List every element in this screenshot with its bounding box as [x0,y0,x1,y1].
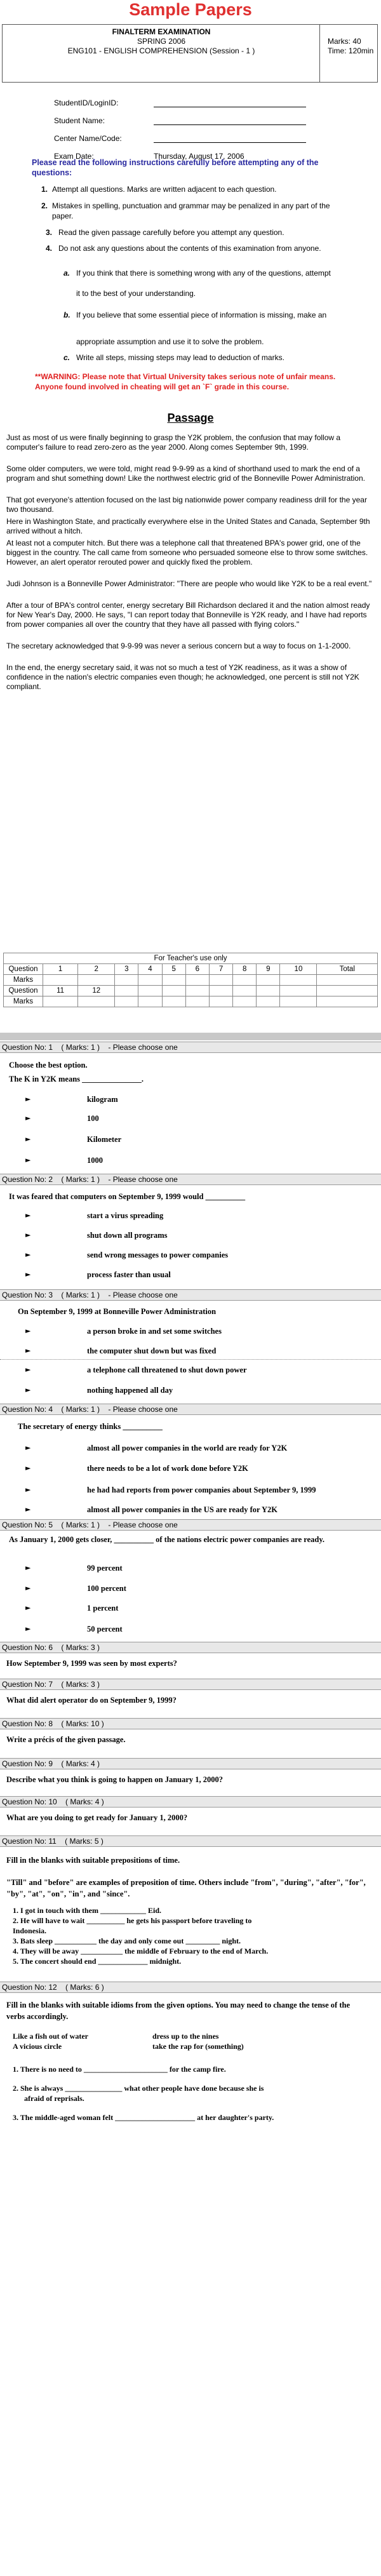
option-arrow-icon: ► [25,1464,31,1472]
center-name-input[interactable] [154,142,306,143]
exam-term: SPRING 2006 [137,37,186,46]
option-label: 1000 [87,1156,103,1165]
question-11-item-1[interactable]: 1. I got in touch with them ____________ Eid. [13,1906,162,1915]
option-arrow-icon: ► [25,1114,31,1122]
question-4-stem: The secretary of energy thinks __________ [18,1422,163,1431]
question-3-option-1[interactable] [25,1325,368,1337]
question-number-cell: 2 [78,964,115,975]
question-11-item-3[interactable]: 3. Bats sleep ___________ the day and only come out _________ night. [13,1936,241,1945]
instruction-a-label: a. [64,269,70,278]
instruction-4-text: Do not ask any questions about the contents of this examination from anyone. [58,244,321,253]
question-5-stem: As January 1, 2000 gets closer, __________ of the nations electric power companies are ready. [9,1535,325,1544]
option-label: start a virus spreading [87,1211,164,1220]
option-arrow-icon: ► [25,1604,31,1612]
empty-cell [162,986,185,996]
question-number-cell: 10 [280,964,317,975]
question-number-cell: 8 [233,964,257,975]
option-label: the computer shut down but was fixed [87,1346,217,1355]
option-arrow-icon: ► [25,1231,31,1239]
question-2-header: Question No: 2 ( Marks: 1 ) - Please choose one [0,1174,381,1185]
question-10-header: Question No: 10 ( Marks: 4 ) [0,1796,381,1808]
question-11-item-5[interactable]: 5. The concert should end _____________ midnight. [13,1957,182,1966]
question-5-option-3[interactable] [25,1602,368,1614]
instruction-2-text: Mistakes in spelling, punctuation and grammar may be penalized in any part of the [52,201,330,210]
question-3-option-4[interactable] [25,1385,368,1396]
question-1-option-1[interactable] [25,1094,368,1105]
instruction-c-label: c. [64,353,70,362]
option-label: 100 [87,1114,99,1123]
instruction-1-text: Attempt all questions. Marks are written adjacent to each question. [52,185,277,194]
empty-cell [257,986,280,996]
section-separator [0,1033,381,1040]
marks-cell [162,996,185,1007]
instruction-3-number: 3. [46,228,53,237]
exam-course: ENG101 - ENGLISH COMPREHENSION (Session - 1 ) [67,46,255,55]
option-label: there needs to be a lot of work done before Y2K [87,1464,248,1473]
student-name-label: Student Name: [54,116,105,125]
question-9-header: Question No: 9 ( Marks: 4 ) [0,1758,381,1769]
passage-paragraph: The secretary acknowledged that 9-9-99 was never a serious concern but a way to focus on 1-1-2000. [6,641,351,650]
marks-cell [257,996,280,1007]
option-label: 1 percent [87,1604,119,1613]
cheating-warning: **WARNING: Please note that Virtual University takes serious note of unfair means. Anyone found involved in cheating will get an `F` grade in this course. [35,372,336,391]
instruction-1-number: 1. [41,185,48,194]
question-12-sentence-1[interactable]: 1. There is no need to ______________________ for the camp fire. [13,2065,226,2074]
question-1-option-2[interactable] [25,1113,368,1124]
option-label: shut down all programs [87,1231,168,1240]
student-name-input[interactable] [154,124,306,125]
marks-cell [115,975,138,986]
dotted-divider [0,1359,381,1360]
passage-paragraph: After a tour of BPA's control center, energy secretary Bill Richardson declared it and the nation almost ready for New Year's Day, 2000. He says, "I can report today that Bonneville is Y2K ready, and I have had reports from power companies all over the country that they have all passed with flying colors." [6,601,370,629]
option-arrow-icon: ► [25,1327,31,1335]
question-3-option-2[interactable] [25,1345,368,1357]
question-2-option-2[interactable] [25,1230,368,1241]
question-3-header: Question No: 3 ( Marks: 1 ) - Please choose one [0,1289,381,1301]
instruction-2-continued: paper. [52,211,74,220]
instruction-b-text: If you believe that some essential piece of information is missing, make an [76,311,327,319]
marks-cell [185,996,209,1007]
option-label: 50 percent [87,1625,123,1633]
question-5-option-4[interactable] [25,1623,368,1635]
empty-cell [185,986,209,996]
question-4-header: Question No: 4 ( Marks: 1 ) - Please choose one [0,1404,381,1415]
question-8-header: Question No: 8 ( Marks: 10 ) [0,1718,381,1729]
question-7-header: Question No: 7 ( Marks: 3 ) [0,1679,381,1690]
question-number-cell: 11 [43,986,78,996]
question-2-option-4[interactable] [25,1269,368,1280]
question-12-sentence-2[interactable]: 2. She is always _______________ what other people have done because she is [13,2084,264,2093]
instruction-b-label: b. [64,311,70,319]
empty-cell [317,986,378,996]
passage-paragraph: Judi Johnson is a Bonneville Power Administrator: "There are people who would like Y2K to be a real event." [6,579,372,588]
question-4-option-2[interactable] [25,1463,368,1474]
option-arrow-icon: ► [25,1505,31,1513]
option-arrow-icon: ► [25,1270,31,1278]
option-arrow-icon: ► [25,1584,31,1592]
option-label: 99 percent [87,1564,123,1573]
instruction-a-text: If you think that there is something wrong with any of the questions, attempt [76,269,331,278]
marks-cell [43,975,78,986]
instruction-b-continued: appropriate assumption and use it to solve the problem. [76,337,264,346]
option-arrow-icon: ► [25,1564,31,1572]
passage-paragraph: That got everyone's attention focused on the last big nationwide power company readiness drill for the year two thousand. [6,495,367,514]
option-label: he had had reports from power companies about September 9, 1999 [87,1486,316,1494]
question-11-item-2-continued: Indonesia. [13,1926,47,1935]
option-label: Kilometer [87,1135,122,1144]
marks-cell [233,975,257,986]
idiom-option-3: A vicious circle [13,2042,62,2051]
question-10-stem: What are you doing to get ready for January 1, 2000? [6,1813,188,1822]
question-11-header: Question No: 11 ( Marks: 5 ) [0,1835,381,1847]
marks-cell [43,996,78,1007]
question-12-sentence-3[interactable]: 3. The middle-aged woman felt _____________________ at her daughter's party. [13,2113,274,2122]
question-7-stem: What did alert operator do on September 9, 1999? [6,1696,177,1705]
marks-cell [162,975,185,986]
option-arrow-icon: ► [25,1135,31,1143]
option-arrow-icon: ► [25,1251,31,1259]
question-1-instruction: Choose the best option. [9,1061,88,1070]
question-number-cell: 7 [209,964,232,975]
marks-cell [138,996,162,1007]
marks-cell [138,975,162,986]
question-number-cell: 4 [138,964,162,975]
site-title: Sample Papers [129,0,252,19]
empty-cell [280,986,317,996]
instruction-3-text: Read the given passage carefully before you attempt any question. [58,228,284,237]
empty-cell [209,986,232,996]
empty-cell [138,986,162,996]
passage-paragraph: In the end, the energy secretary said, it was not so much a test of Y2K readiness, as it was a show of confidence in the nation's electric companies even though; he acknowledged, one percent is still not Y2K compliant. [6,663,359,691]
question-11-intro: "Till" and "before" are examples of preposition of time. Others include "from", "during", "after", "for", "by", "at", "on", "in", and "since". [6,1878,366,1898]
marks-cell [78,975,115,986]
option-arrow-icon: ► [25,1095,31,1103]
question-8-stem: Write a précis of the given passage. [6,1735,126,1744]
question-1-option-4[interactable] [25,1155,368,1166]
question-6-header: Question No: 6 ( Marks: 3 ) [0,1642,381,1653]
idiom-option-2: dress up to the nines [152,2032,219,2041]
question-number-cell: 1 [43,964,78,975]
instruction-c-text: Write all steps, missing steps may lead to deduction of marks. [76,353,284,362]
row-label-question: Question [4,986,43,996]
question-2-option-1[interactable] [25,1210,368,1221]
marks-cell [209,975,232,986]
marks-cell [78,996,115,1007]
marks-cell [280,996,317,1007]
passage-paragraph: At least not a computer hitch. But there was a telephone call that threatened BPA's power grid, one of the biggest in the country. The call came from someone who persuaded someone else to throw some switches. However, an alert operator rerouted power and quickly fixed the problem. [6,539,368,567]
marks-cell [233,996,257,1007]
question-11-item-2[interactable]: 2. He will have to wait __________ he gets his passport before traveling to [13,1916,252,1925]
option-arrow-icon: ► [25,1625,31,1633]
instructions-heading: Please read the following instructions carefully before attempting any of the questions: [32,158,319,177]
total-label-cell: Total [317,964,378,975]
question-number-cell: 9 [257,964,280,975]
option-label: nothing happened all day [87,1386,173,1395]
question-6-stem: How September 9, 1999 was seen by most experts? [6,1659,177,1668]
option-label: process faster than usual [87,1270,171,1279]
question-11-item-4[interactable]: 4. They will be away ___________ the middle of February to the end of March. [13,1947,269,1955]
option-label: a telephone call threatened to shut down power [87,1365,247,1374]
option-label: 100 percent [87,1584,126,1593]
question-number-cell: 3 [115,964,138,975]
question-5-option-1[interactable] [25,1562,368,1574]
idiom-option-4: take the rap for (something) [152,2042,244,2051]
question-5-option-2[interactable] [25,1583,368,1594]
instruction-a-continued: it to the best of your understanding. [76,289,196,298]
option-arrow-icon: ► [25,1211,31,1219]
option-arrow-icon: ► [25,1386,31,1394]
marks-cell [209,996,232,1007]
marks-cell [185,975,209,986]
option-arrow-icon: ► [25,1156,31,1164]
question-2-option-3[interactable] [25,1249,368,1261]
question-1-stem: The K in Y2K means _______________. [9,1075,144,1083]
question-12-header: Question No: 12 ( Marks: 6 ) [0,1982,381,1993]
marks-cell [257,975,280,986]
option-label: a person broke in and set some switches [87,1327,222,1336]
option-label: send wrong messages to power companies [87,1251,229,1259]
question-2-stem: It was feared that computers on September 9, 1999 would __________ [9,1192,246,1201]
option-arrow-icon: ► [25,1486,31,1494]
question-4-option-4[interactable] [25,1504,368,1515]
idiom-option-1: Like a fish out of water [13,2032,88,2041]
marks-cell [317,996,378,1007]
question-number-cell: 6 [185,964,209,975]
exam-date-value: Thursday, August 17, 2006 [154,152,244,161]
question-3-option-3[interactable] [25,1364,368,1376]
student-id-label: StudentID/LoginID: [54,98,119,107]
question-3-stem: On September 9, 1999 at Bonneville Power Administration [18,1307,217,1316]
passage-paragraph: Some older computers, we were told, might read 9-9-99 as a kind of shorthand used to mark the end of a program and shut something down! Like the northwest electric grid of the Bonneville Power Administration. [6,464,365,483]
exam-header-meta [320,25,377,82]
passage-paragraph: Here in Washington State, and practically everywhere else in the United States and Canada, September 9th arrived without a hitch. [6,517,370,535]
exam-date-label: Exam Date: [54,152,94,161]
option-arrow-icon: ► [25,1444,31,1452]
question-4-option-1[interactable] [25,1442,368,1454]
passage-title: Passage [167,412,214,424]
option-arrow-icon: ► [25,1365,31,1374]
exam-title: FINALTERM EXAMINATION [112,27,211,36]
question-12-stem: Fill in the blanks with suitable idioms from the given options. You may need to change the tense of the verbs accordingly. [6,2001,351,2021]
marks-cell [280,975,317,986]
exam-time: Time: 120min [328,46,374,55]
exam-header [2,24,378,83]
question-number-cell: 5 [162,964,185,975]
option-label: almost all power companies in the US are ready for Y2K [87,1505,277,1514]
instruction-2-number: 2. [41,201,48,210]
exam-marks: Marks: 40 [328,37,361,46]
question-1-header: Question No: 1 ( Marks: 1 ) - Please choose one [0,1042,381,1053]
passage-paragraph: Just as most of us were finally beginning to grasp the Y2K problem, the confusion that may follow a computer's failure to read zero-zero as the year 2000. Along comes September 9th, 1999. [6,433,341,452]
question-9-stem: Describe what you think is going to happen on January 1, 2000? [6,1775,224,1784]
question-number-cell: 12 [78,986,115,996]
option-label: almost all power companies in the world are ready for Y2K [87,1444,288,1452]
option-label: kilogram [87,1095,118,1104]
marks-cell [317,975,378,986]
option-arrow-icon: ► [25,1346,31,1355]
question-12-sentence-2-continued: afraid of reprisals. [24,2094,84,2103]
marks-cell [115,996,138,1007]
question-11-stem: Fill in the blanks with suitable prepositions of time. [6,1856,180,1865]
question-4-option-3[interactable] [25,1484,368,1496]
empty-cell [115,986,138,996]
center-name-label: Center Name/Code: [54,134,122,143]
question-1-option-3[interactable] [25,1134,368,1145]
row-label-question: Question [4,964,43,975]
marks-table-caption: For Teacher's use only [4,953,378,964]
empty-cell [233,986,257,996]
instruction-4-number: 4. [46,244,53,253]
row-label-marks: Marks [4,996,43,1007]
question-5-header: Question No: 5 ( Marks: 1 ) - Please choose one [0,1519,381,1531]
exam-header-info [3,25,320,82]
row-label-marks: Marks [4,975,43,986]
teacher-marks-table [3,953,378,1007]
